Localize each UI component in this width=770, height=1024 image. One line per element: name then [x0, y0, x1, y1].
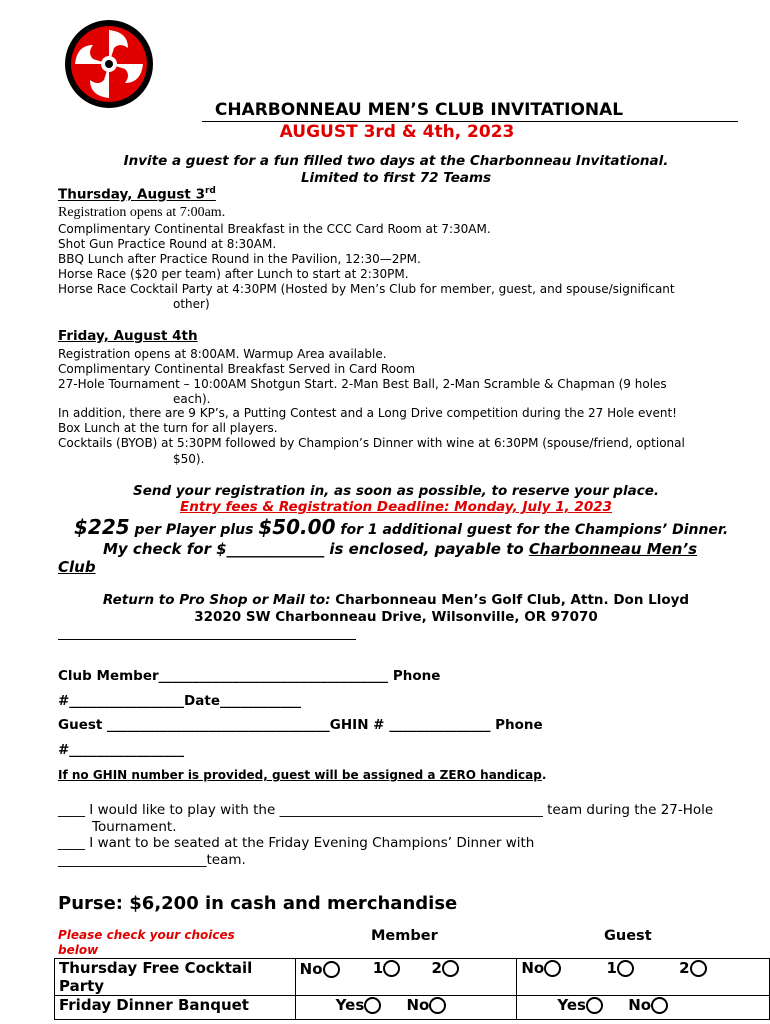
member-column-header: Member — [371, 928, 438, 944]
seated-with-field[interactable]: ____ I want to be seated at the Friday Evening Champions’ Dinner with — [58, 835, 535, 851]
thursday-item: Horse Race ($20 per team) after Lunch to start at 2:30PM. — [58, 267, 409, 281]
guest-dinner-no-radio[interactable] — [651, 997, 668, 1014]
check-line: My check for $_____________ is enclosed, payable to Charbonneau Men’s — [103, 540, 698, 558]
table-row — [55, 959, 770, 996]
check-amount-field[interactable]: _____________ — [226, 540, 325, 558]
guest-cocktail-2-radio[interactable] — [690, 960, 707, 977]
invite-line-2: Limited to first 72 Teams — [300, 170, 492, 186]
member-phone-date-field[interactable]: #_________________Date____________ — [58, 693, 301, 709]
event-dates: AUGUST 3rd & 4th, 2023 — [279, 122, 515, 142]
friday-heading: Friday, August 4th — [58, 328, 198, 344]
guest-price: $50.00 — [258, 515, 336, 539]
player-price: $225 — [74, 515, 130, 539]
guest-cocktail-options: No 1 2 — [517, 959, 770, 996]
friday-item: Cocktails (BYOB) at 5:30PM followed by Champion’s Dinner with wine at 6:30PM (spouse/friend, optional — [58, 436, 685, 450]
member-dinner-no-radio[interactable] — [429, 997, 446, 1014]
guest-cocktail-1-radio[interactable] — [617, 960, 634, 977]
signature-line[interactable] — [58, 639, 356, 640]
friday-item: 27-Hole Tournament – 10:00AM Shotgun Start. 2-Man Best Ball, 2-Man Scramble & Chapman (9 holes — [58, 377, 667, 391]
member-cocktail-2-radio[interactable] — [442, 960, 459, 977]
thursday-item: Horse Race Cocktail Party at 4:30PM (Hosted by Men’s Club for member, guest, and spouse/significant — [58, 282, 675, 296]
page-title: CHARBONNEAU MEN’S CLUB INVITATIONAL — [214, 100, 624, 120]
table-row — [55, 996, 770, 1020]
guest-phone-field[interactable]: #_________________ — [58, 742, 185, 758]
return-line: Return to Pro Shop or Mail to: Charbonneau Men’s Golf Club, Attn. Don Lloyd — [102, 592, 690, 608]
guest-cocktail-no-radio[interactable] — [544, 960, 561, 977]
thursday-item: Complimentary Continental Breakfast in the CCC Card Room at 7:30AM. — [58, 222, 491, 236]
member-dinner-options: Yes No — [295, 996, 517, 1020]
friday-item: Complimentary Continental Breakfast Served in Card Room — [58, 362, 416, 376]
invite-line-1: Invite a guest for a fun filled two days at the Charbonneau Invitational. — [123, 153, 669, 169]
price-line: $225 per Player plus $50.00 for 1 additional guest for the Champions’ Dinner. — [74, 515, 729, 539]
purse-heading: Purse: $6,200 in cash and merchandise — [58, 893, 458, 914]
thursday-item: Shot Gun Practice Round at 8:30AM. — [58, 237, 277, 251]
return-address: 32020 SW Charbonneau Drive, Wilsonville, OR 97070 — [194, 609, 598, 625]
thursday-heading: Thursday, August 3rd — [58, 186, 216, 203]
deadline-line: Entry fees & Registration Deadline: Monday, July 1, 2023 — [180, 499, 612, 515]
friday-item: Box Lunch at the turn for all players. — [58, 421, 278, 435]
choices-table — [54, 958, 770, 1020]
payee-continued: Club — [58, 558, 96, 576]
member-cocktail-1-radio[interactable] — [383, 960, 400, 977]
row-label-cocktail: Thursday Free Cocktail Party — [55, 959, 296, 996]
guest-dinner-yes-radio[interactable] — [586, 997, 603, 1014]
play-with-continued: Tournament. — [92, 819, 177, 835]
choices-instruction-2: below — [58, 943, 99, 957]
friday-item: $50). — [173, 452, 205, 466]
club-member-field[interactable]: Club Member__________________________________ Phone — [58, 668, 441, 684]
thursday-item: other) — [173, 297, 210, 311]
member-dinner-yes-radio[interactable] — [364, 997, 381, 1014]
thursday-item: BBQ Lunch after Practice Round in the Pavilion, 12:30—2PM. — [58, 252, 421, 266]
club-logo-icon — [62, 18, 156, 110]
friday-item: Registration opens at 8:00AM. Warmup Area available. — [58, 347, 387, 361]
guest-column-header: Guest — [604, 928, 652, 944]
member-cocktail-options: No 1 2 — [295, 959, 517, 996]
friday-item: In addition, there are 9 KP’s, a Putting Contest and a Long Drive competition during the 27 Hole event! — [58, 406, 677, 420]
seated-with-continued[interactable]: ______________________team. — [58, 852, 246, 868]
thursday-item: Registration opens at 7:00am. — [58, 205, 226, 220]
guest-dinner-options: Yes No — [517, 996, 770, 1020]
friday-item: each). — [173, 392, 211, 406]
send-registration-line: Send your registration in, as soon as possible, to reserve your place. — [133, 483, 659, 499]
ghin-note: If no GHIN number is provided, guest will be assigned a ZERO handicap. — [58, 768, 547, 782]
guest-field[interactable]: Guest _________________________________GHIN # _______________ Phone — [58, 717, 543, 733]
member-cocktail-no-radio[interactable] — [323, 961, 340, 978]
play-with-field[interactable]: ____ I would like to play with the _______________________________________ team during the 27-Hole — [58, 802, 714, 818]
choices-instruction: Please check your choices — [58, 928, 235, 942]
row-label-dinner: Friday Dinner Banquet — [55, 996, 296, 1020]
